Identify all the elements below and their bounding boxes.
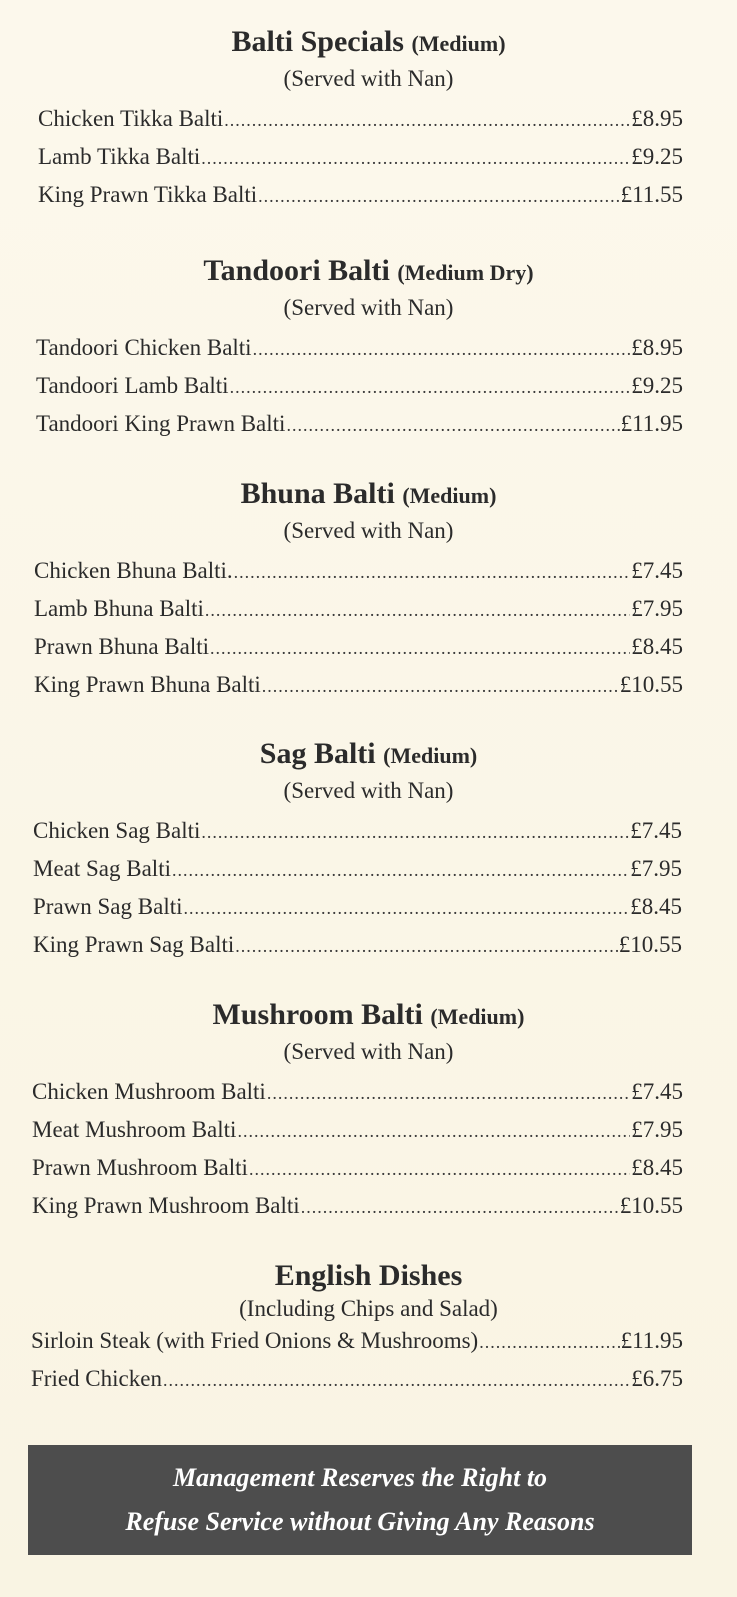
item-list [31, 1322, 683, 1398]
menu-item [38, 176, 683, 214]
dot-leader [230, 368, 631, 406]
menu-item [32, 1187, 683, 1225]
item-name: Fried Chicken [31, 1366, 162, 1391]
item-name: Lamb Tikka Balti [38, 144, 201, 169]
section-note: (Served with Nan) [283, 1039, 454, 1064]
section-sag-balti [0, 736, 737, 964]
dot-leader [262, 667, 619, 705]
section-title [0, 997, 737, 1033]
dot-leader [224, 101, 630, 139]
item-price: £10.55 [618, 932, 682, 957]
section-title-text: Sag Balti [259, 737, 376, 770]
item-price: £8.45 [630, 894, 682, 919]
item-price: £8.45 [631, 634, 683, 659]
item-price: £10.55 [619, 1193, 683, 1218]
item-name: Chicken Bhuna Balti. [34, 558, 233, 583]
dot-leader [267, 1074, 630, 1112]
section-subtitle: (Medium) [411, 31, 506, 56]
dot-leader [301, 1188, 619, 1226]
item-price: £8.45 [631, 1155, 683, 1180]
dot-leader [205, 591, 630, 629]
menu-item [36, 405, 683, 443]
item-name: Prawn Bhuna Balti [34, 634, 210, 659]
menu-item [36, 329, 683, 367]
section-balti-specials [0, 24, 737, 214]
menu-item [34, 552, 683, 590]
section-bhuna-balti [0, 476, 737, 704]
item-price: £9.25 [631, 144, 683, 169]
menu-item [31, 1360, 683, 1398]
item-price: £11.55 [620, 182, 683, 207]
section-title [0, 476, 737, 512]
item-list [38, 100, 683, 214]
dot-leader [286, 406, 619, 444]
item-price: £7.45 [630, 818, 682, 843]
section-title-text: Bhuna Balti [240, 477, 395, 510]
section-title-text: Tandoori Balti [203, 254, 390, 287]
item-price: £7.45 [631, 1079, 683, 1104]
dot-leader [163, 1361, 630, 1399]
item-price: £7.95 [630, 856, 682, 881]
menu-item [34, 666, 683, 704]
item-list [36, 329, 683, 443]
section-english-dishes [0, 1258, 737, 1398]
dot-leader [235, 927, 618, 965]
menu-item [33, 888, 682, 926]
item-name: Sirloin Steak (with Fried Onions & Mushrooms) [31, 1328, 479, 1353]
menu-item [33, 850, 682, 888]
dot-leader [201, 813, 629, 851]
item-name: King Prawn Mushroom Balti [32, 1193, 300, 1218]
item-name: Tandoori Chicken Balti [36, 335, 252, 360]
item-name: King Prawn Bhuna Balti [34, 672, 261, 697]
item-name: Tandoori Lamb Balti [36, 373, 229, 398]
section-tandoori-balti [0, 253, 737, 443]
item-price: £6.75 [631, 1366, 683, 1391]
section-title [0, 24, 737, 60]
menu-item [31, 1322, 683, 1360]
menu-item [32, 1111, 683, 1149]
menu-item [32, 1149, 683, 1187]
section-subtitle: (Medium Dry) [397, 260, 534, 285]
section-mushroom-balti [0, 997, 737, 1225]
section-note: (Served with Nan) [283, 295, 454, 320]
dot-leader [258, 177, 619, 215]
section-title-text: Mushroom Balti [212, 998, 423, 1031]
dot-leader [479, 1323, 619, 1361]
item-price: £9.25 [631, 373, 683, 398]
dot-leader [184, 889, 630, 927]
menu-item [33, 926, 682, 964]
item-name: King Prawn Sag Balti [33, 932, 235, 957]
item-name: Chicken Sag Balti [33, 818, 201, 843]
item-price: £8.95 [631, 335, 683, 360]
menu-item [38, 138, 683, 176]
item-name: Chicken Mushroom Balti [32, 1079, 266, 1104]
dot-leader [237, 1112, 630, 1150]
item-name: Lamb Bhuna Balti [34, 596, 204, 621]
item-list [32, 1073, 683, 1225]
dot-leader [210, 629, 630, 667]
item-price: £8.95 [631, 106, 683, 131]
section-subtitle: (Medium) [402, 483, 497, 508]
section-title-text: Balti Specials [231, 25, 404, 58]
menu-item [32, 1073, 683, 1111]
menu-item [38, 100, 683, 138]
item-price: £11.95 [620, 1328, 683, 1353]
section-note: (Served with Nan) [283, 66, 454, 91]
item-price: £7.45 [631, 558, 683, 583]
menu-item [34, 628, 683, 666]
item-name: Meat Sag Balti [33, 856, 171, 881]
section-title-text: English Dishes [274, 1259, 463, 1292]
section-subtitle: (Medium) [383, 743, 478, 768]
item-price: £7.95 [631, 1117, 683, 1142]
dot-leader [249, 1150, 630, 1188]
item-price: £11.95 [620, 411, 683, 436]
item-name: Chicken Tikka Balti [38, 106, 224, 131]
menu-item [36, 367, 683, 405]
item-name: Tandoori King Prawn Balti [36, 411, 286, 436]
section-title [0, 253, 737, 289]
menu-item [34, 590, 683, 628]
management-notice-banner [28, 1445, 692, 1555]
menu-item [33, 812, 682, 850]
dot-leader [234, 553, 631, 591]
section-note: (Served with Nan) [283, 778, 454, 803]
item-name: Meat Mushroom Balti [32, 1117, 237, 1142]
item-list [33, 812, 682, 964]
item-price: £10.55 [619, 672, 683, 697]
section-note: (Including Chips and Salad) [239, 1296, 498, 1321]
item-price: £7.95 [631, 596, 683, 621]
notice-line-2: Refuse Service without Giving Any Reasons [125, 1507, 595, 1536]
section-subtitle: (Medium) [430, 1004, 525, 1029]
dot-leader [253, 330, 631, 368]
dot-leader [172, 851, 629, 889]
section-note: (Served with Nan) [283, 518, 454, 543]
item-name: King Prawn Tikka Balti [38, 182, 258, 207]
section-title [0, 1258, 737, 1294]
dot-leader [201, 139, 630, 177]
item-list [34, 552, 683, 704]
notice-line-1: Management Reserves the Right to [172, 1463, 548, 1492]
section-title [0, 736, 737, 772]
item-name: Prawn Mushroom Balti [32, 1155, 248, 1180]
item-name: Prawn Sag Balti [33, 894, 183, 919]
